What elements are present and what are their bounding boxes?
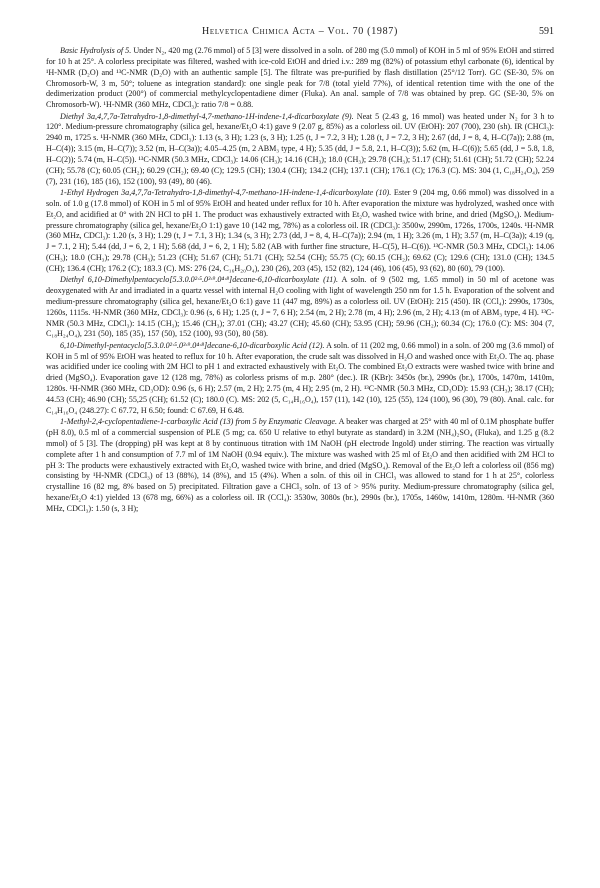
paragraph-compound-12 [46,341,554,417]
paragraph-text: Under N₂, 420 mg (2.76 mmol) of 5 [3] were dissolved in a soln. of 280 mg (5.0 mmol) of KOH in 5 ml of 95% EtOH and stirred for 10 h at 25°. A colorless precipitate was filtered, washed with ice-cold EtOH and dried i.v.: 289 mg (82%) of potassium ethyl carbonate (6), identical by ¹H-NMR (D₂O) and ¹³C-NMR (D₂O) with an authentic sample [5]. The filtrate was pre-purified by flash distillation (25°/12 Torr). GC (SE-30, 5% on Chromosorb-W, 3 m, 50°; toluene as integration standard): one single peak for 7/8 (total yield 77%), of identical retention time with the one of the dedimerization product (200°) of commercial methylcyclopentadiene dimer (Fluka). An anal. sample of 7/8 was obtained by prep. GC (SE-30, 5% on Chromosorb-W). ¹H-NMR (360 MHz, CDCl₃): ratio 7/8 = 0.88. [46,46,554,110]
paragraph-compound-13 [46,417,554,515]
paragraph-heading: Diethyl 6,10-Dimethylpentacyclo[5.3.0.0²·⁵.0³·⁹.0⁴·⁸]decane-6,10-dicarboxylate (11). [60,275,338,285]
paragraph-heading: 1-Methyl-2,4-cyclopentadiene-1-carboxylic Acid (13) from 5 by Enzymatic Cleavage. [60,417,337,427]
paragraph-basic-hydrolysis [46,46,554,111]
article-body [46,46,554,515]
paragraph-heading: Basic Hydrolysis of 5. [60,46,132,55]
paragraph-text: A soln. of 11 (202 mg, 0.66 mmol) in a soln. of 200 mg (3.6 mmol) of KOH in 5 ml of 95% EtOH was heated to reflux for 10 h. After evaporation, the crude salt was dissolved in H₂O and washed once with Et₂O. The aq. phase was acidified under ice cooling with 2M HCl to pH 1 and extracted exhaustively with Et₂O. The combined Et₂O extracts were washed twice with brine and dried (MgSO₄). Evaporation gave 12 (128 mg, 78%) as colorless prisms of m.p. 280° (dec.). IR (KBr): 3450s (br.), 2990s (br.), 1700s, 1470m, 1410m, 1280s. ¹H-NMR (360 MHz, CD₃OD): 0.96 (s, 6 H); 2.57 (m, 2 H); 2.75 (m, 4 H); 2.95 (m, 2 H). ¹³C-NMR (50.3 MHz, CD₃OD): 15.93 (CH₃); 38.17 (CH); 44.53 (CH); 46.90 (CH); 55,25 (CH); 61.52 (C); 180.0 (C). MS: 202 (5, C₁₄H₁₆O₄), 157 (11), 142 (10), 125 (55), 124 (100), 96 (30), 79 (80). Anal. calc. for C₁₄H₁₆O₄ (248.27): C 67.72, H 6.50; found: C 67.69, H 6.48. [46,340,554,415]
paragraph-text: A soln. of 9 (502 mg, 1.65 mmol) in 50 ml of acetone was deoxygenated with Ar and irradiated in a quartz vessel with internal H₂O cooling with light of wavelength 250 nm for 1.5 h. Evaporation of the solvent and medium-pressure chromatography (silica gel, hexane/Et₂O 6:1) gave 11 (447 mg, 89%) as a colorless oil. UV (EtOH): 215 (450). IR (CCl₄): 2990s, 1730s, 1260s, 1115s. ¹H-NMR (360 MHz, CDCl₃): 0.96 (s, 6 H); 1.25 (t, J = 7, 6 H); 2.54 (m, 2 H); 2.78 (m, 4 H); 2.96 (m, 2 H); 4.13 (m of ABM₃ type, 4 H). ¹³C-NMR (50.3 MHz, CDCl₃): 14.15 (CH₃); 15.46 (CH₃); 37.01 (CH); 43.27 (CH); 45.60 (CH); 53.95 (CH); 59.96 (CH₂); 60.34 (C); 176.0 (C): MS: 304 (7, C₁₈H₂₄O₄), 231 (50), 185 (35), 157 (50), 152 (100), 93 (50), 80 (58). [46,275,554,339]
paragraph-heading: 1-Ethyl Hydrogen 3a,4,7,7a-Tetrahydro-1,8-dimethyl-4,7-methano-1H-indene-1,4-dicarboxylate (10). [60,187,392,197]
paragraph-heading: Diethyl 3a,4,7,7a-Tetrahydro-1,8-dimethyl-4,7-methano-1H-indene-1,4-dicarboxylate (9). [60,111,354,121]
paragraph-text: Neat 5 (2.43 g, 16 mmol) was heated under N₂ for 3 h to 120°. Medium-pressure chromatography (silica gel, hexane/Et₂O 4:1) gave 9 (2.07 g, 85%) as a colorless oil. UV (EtOH): 207 (700), 230 (sh). IR (CHCl₃): 2940 m, 1725 s. ¹H-NMR (360 MHz, CDCl₃): 1.13 (s, 3 H); 1.23 (s, 3 H); 1.25 (t, J = 7.2, 3 H); 1.28 (t, J = 7.2, 3 H); 2.67 (dd, J = 8, 4, H–C(7a)); 2.88 (m, H–C(4)); 3.15 (m, H–C(7)); 3.52 (m, H–C(3a)); 4.05–4.25 (m, 2 ABM₃ type, 4 H); 5.35 (dd, J = 5.8, 2.1, H–C(3)); 5.62 (m, H–C(6)); 5.65 (dd, J = 5.8, 1.8, H–C(2)); 5.74 (m, H–C(5)). ¹³C-NMR (50.3 MHz, CDCl₃): 14.06 (CH₃); 14.16 (CH₃); 18.0 (CH₃); 29.78 (CH₃); 51.17 (CH); 51.61 (CH); 51.72 (CH); 52.24 (CH); 55.78 (C); 60.05 (CH₂); 60.29 (CH₂); 69.40 (C); 129.5 (CH); 130.4 (CH); 134.2 (CH); 137.1 (CH); 176.1 (C); 176.3 (C). MS: 304 (1, C₁₈H₂₄O₄), 259 (7), 231 (16), 185 (16), 152 (100), 93 (49), 80 (46). [46,111,554,186]
paragraph-compound-9 [46,112,554,188]
page-number: 591 [539,26,554,37]
paragraph-compound-11 [46,275,554,340]
paragraph-compound-10 [46,188,554,275]
running-header [46,26,554,40]
paragraph-text: A beaker was charged at 25° with 40 ml of 0.1M phosphate buffer (pH 8.0), 0.5 ml of a commercial suspension of PLE (5 mg; ca. 650 U relative to ethyl butyrate as standard) in 3.2M (NH₄)₂SO₄ (Fluka), and 1.25 g (8.2 mmol) of 5 [3]. The (dropping) pH was kept at 8 by continuous titration with 1M NaOH (pH electrode Ingold) under stirring. The reaction was virtually complete after 1 h and consumption of 7.7 ml of 1M NaOH (0.94 equiv.). The mixture was washed with 25 ml of Et₂O and then acidified with 2M HCl to pH 3: The products were exhaustively extracted with Et₂O, washed twice with brine, and dried (MgSO₄). Removal of the Et₂O left a colorless oil (856 mg) consisting by ¹H-NMR (CDCl₃) of 13 (88%), 14 (8%), and 15 (4%). When a soln. of this oil in CHCl₃ was allowed to stand for 1 h at 25°, colorless crystalline 16 (82 mg, 8% based on 5) precipitated. Filtration gave a CHCl₃ soln. of 13 of > 95% purity. Medium-pressure chromatography (silica gel, hexane/Et₂O 4:1) yielded 13 (678 mg, 66%) as a colorless oil. IR (CCl₄): 3530w, 3080s (br.), 2990s (br.), 1705s, 1460w, 1410m, 1280m. ¹H-NMR (360 MHz, CDCl₃): 1.50 (s, 3 H); [46,417,554,513]
paragraph-heading: 6,10-Dimethyl-pentacyclo[5.3.0.0²·⁵.0³·⁹.0⁴·⁸]decane-6,10-dicarboxylic Acid (12). [60,340,325,350]
paragraph-text: Ester 9 (204 mg, 0.66 mmol) was dissolved in a soln. of 1.0 g (17.8 mmol) of KOH in 5 ml of 95% EtOH and heated under reflux for 10 h. After evaporation the mixture was hydrolyzed, washed once with Et₂O, and acidified at 0° with 2N HCl to pH 1. The product was exhaustively extracted with Et₂O, washed twice with brine, and dried (MgSO₄). Medium-pressure chromatography (silica gel, hexane/Et₂O 1:1) gave 10 (142 mg, 78%) as a colorless oil. IR (CDCl₃): 3500w, 2990m, 1726s, 1700s, 1240s. ¹H-NMR (360 MHz, CDCl₃): 1.20 (s, 3 H); 1.29 (t, J = 7.1, 3 H); 1.34 (s, 3 H); 2.73 (dd, J = 8, 4, H–C(7a)); 2.94 (m, 1 H); 3.26 (m, 1 H); 3.57 (m, H–C(3a)); 4.19 (q, J = 7.1, 2 H); 5.44 (dd, J = 6, 2, 1 H); 5.68 (dd, J = 6, 2, 1 H); 5.82 (AB with further fine structure, H–C(5), H–C(6)). ¹³C-NMR (50.3 MHz, CDCl₃): 14.06 (CH₃); 18.0 (CH₃); 29.78 (CH₃); 51.23 (CH); 51.67 (CH); 51.71 (CH); 52.54 (CH); 55.75 (C); 60.15 (CH₂); 69.62 (C); 129.6 (CH); 131.0 (CH); 134.5 (CH); 136.4 (CH); 176.2 (C); 183.3 (C). MS: 276 (24, C₁₆H₂₀O₄), 230 (26), 203 (45), 152 (82), 124 (46), 106 (45), 93 (62), 80 (60), 79 (100). [46,187,554,273]
journal-title: Helvetica Chimica Acta – Vol. 70 (1987) [201,26,399,37]
